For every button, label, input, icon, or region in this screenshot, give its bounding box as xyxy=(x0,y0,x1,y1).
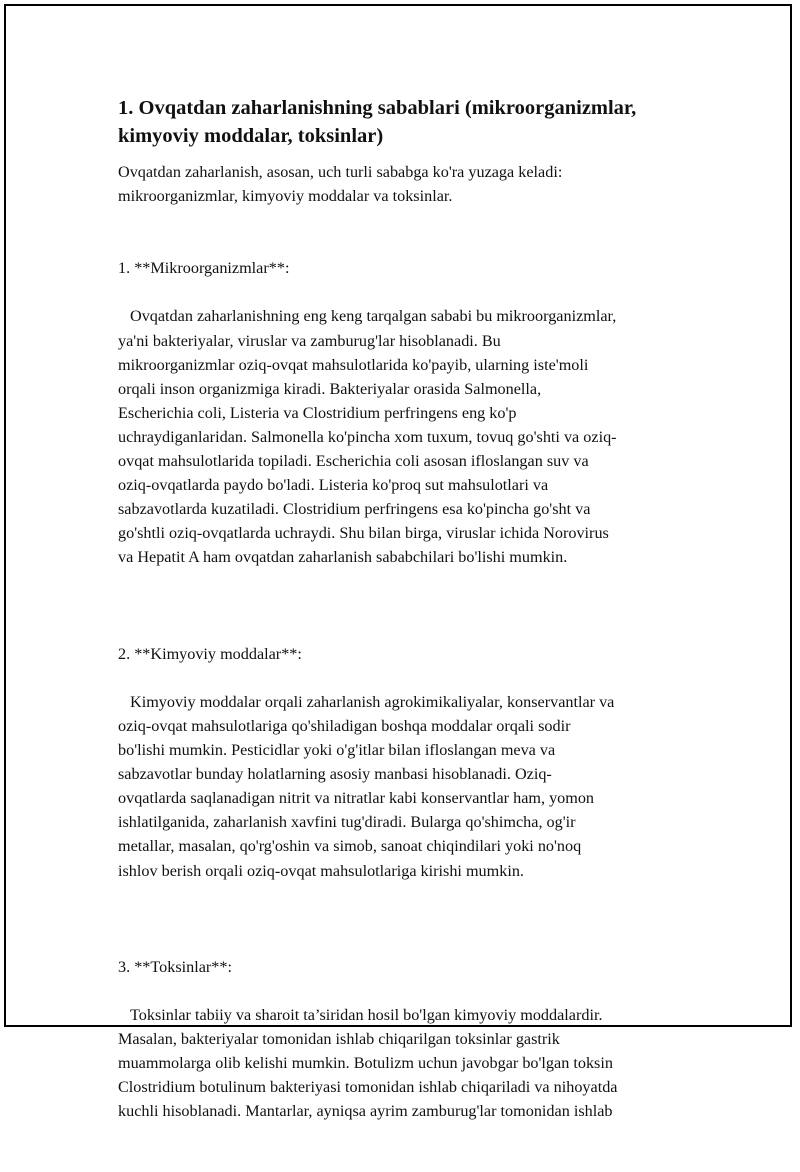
section-heading: 3. **Toksinlar**: xyxy=(118,957,232,976)
section-body: Kimyoviy moddalar orqali zaharlanish agrokimikaliyalar, konservantlar va oziq-ovqat mahsulotlariga qo'shiladigan boshqa moddalar orqali sodir bo'lishi mumkin. Pesticidlar yoki o'g'itlar bilan ifloslangan meva va sabzavotlar bunday holatlarning asosiy manbasi hisoblanadi. Oziq- ovqatlarda saqlanadigan nitrit va nitratlar kabi konservantlar ham, yomon ishlatilganida, zaharlanish xavfini tug'diradi. Bularga qo'shimcha, og'ir metallar, masalan, qo'rg'oshin va simob, sanoat chiqindilari yoki no'noq ishlov berish orqali oziq-ovqat mahsulotlariga kirishi mumkin. xyxy=(118,692,615,880)
section-heading: 1. **Mikroorganizmlar**: xyxy=(118,259,290,278)
document-title: 1. Ovqatdan zaharlanishning sabablari (mikroorganizmlar, kimyoviy moddalar, toksinlar) xyxy=(118,97,637,147)
document-content xyxy=(118,94,698,1172)
section-body: Toksinlar tabiiy va sharoit ta’siridan hosil bo'lgan kimyoviy moddalardir. Masalan, bakteriyalar tomonidan ishlab chiqarilgan toksinlar gastrik muammolarga olib kelishi mumkin. Botulizm uchun javobgar bo'lgan toksin Clostridium botulinum bakteriyasi tomonidan ishlab chiqariladi va nihoyatda kuchli hisoblanadi. Mantarlar, ayniqsa ayrim zamburug'lar tomonidan ishlab xyxy=(118,1006,618,1121)
section-microorganisms xyxy=(118,232,698,593)
section-chemicals xyxy=(118,618,698,907)
section-body: Ovqatdan zaharlanishning eng keng tarqalgan sababi bu mikroorganizmlar, ya'ni bakteriyalar, viruslar va zamburug'lar hisoblanadi. Bu mikroorganizmlar oziq-ovqat mahsulotlarida ko'payib, ularning iste'moli orqali inson organizmiga kiradi. Bakteriyalar orasida Salmonella, Escherichia coli, Listeria va Clostridium perfringens eng ko'p uchraydiganlaridan. Salmonella ko'pincha xom tuxum, tovuq go'shti va oziq- ovqat mahsulotlarida topiladi. Escherichia coli asosan ifloslangan suv va oziq-ovqatlarda paydo bo'ladi. Listeria ko'proq sut mahsulotlari va sabzavotlarda kuzatiladi. Clostridium perfringens esa ko'pincha go'sht va go'shtli oziq-ovqatlarda uchraydi. Shu bilan birga, viruslar ichida Norovirus va Hepatit A ham ovqatdan zaharlanish sababchilari bo'lishi mumkin. xyxy=(118,307,617,567)
intro-paragraph: Ovqatdan zaharlanish, asosan, uch turli sababga ko'ra yuzaga keladi: mikroorganizmlar, kimyoviy moddalar va toksinlar. xyxy=(118,163,563,206)
section-heading: 2. **Kimyoviy moddalar**: xyxy=(118,644,302,663)
section-toxins xyxy=(118,931,698,1148)
